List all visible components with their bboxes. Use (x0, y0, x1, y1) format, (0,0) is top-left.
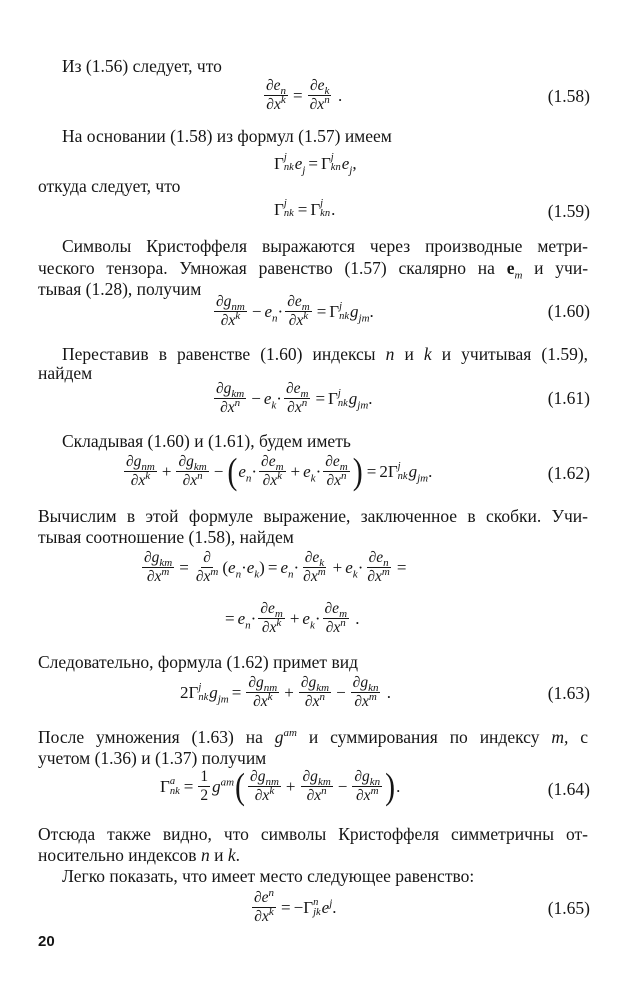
text-line: ческого тензора. Умножая равенство (1.57) скалярно на $e_m$ и учи- (38, 258, 589, 282)
paragraph-text: и (404, 344, 414, 364)
text-line (38, 748, 266, 768)
equation-number: (1.60) (547, 301, 590, 321)
paragraph-text: и суммирования по индексу (308, 727, 540, 747)
paragraph-text: Вычислим в этой формуле выражение, заключенное в скобки. Учи- (38, 506, 588, 526)
paragraph-text: После умножения (1.63) на (38, 727, 263, 747)
text-line: Переставив в равенстве (1.60) индексы n и k и учитывая (1.59), (62, 344, 589, 364)
text-line (38, 176, 180, 196)
equation-1-64: Γ a nk = $\frac{1}{2}$ $g^{am}$ ( $\frac{\partial g_{nm}}{\partial x^k}$ + $\frac{\partial g_{km}}{\partial x^n}$ − $\frac{\partial g_{kn}}{\partial x^m}$ ) . (160, 765, 401, 807)
paragraph-text: с (580, 727, 589, 747)
paragraph-text: носительно индексов (38, 845, 197, 865)
text-line: носительно индексов n и k. (38, 845, 240, 865)
equation-number: (1.59) (547, 201, 590, 221)
paragraph-text: Символы Кристоффеля выражаются через производные метри- (62, 236, 588, 256)
page-number: 20 (38, 933, 55, 950)
text-line (38, 652, 358, 672)
equation-1-62: $\frac{\partial g_{nm}}{\partial x^k}$ + $\frac{\partial g_{km}}{\partial x^n}$ − ( $e_n$ · $\frac{\partial e_m}{\partial x^k}$ + $e_k$ · $\frac{\partial e_m}{\partial x^n}$ ) = 2 Γ j nk $g_{jm}$ . (126, 450, 433, 492)
paragraph-text: тывая соотношение (1.58), найдем (38, 527, 294, 547)
paragraph-text: тывая (1.28), получим (38, 279, 202, 299)
equation-1-58: $\frac{\partial e_n}{\partial x^k}$ = $\frac{\partial e_k}{\partial x^n}$ . (266, 77, 343, 113)
text-line (38, 824, 588, 844)
equation-derivation-line-2: = $e_n$ · $\frac{\partial e_m}{\partial x^k}$ + $e_k$ · $\frac{\partial e_m}{\partial x^n}$ . (225, 600, 360, 636)
text-line (38, 279, 201, 299)
paragraph-text: откуда следует, что (38, 176, 181, 196)
text-line (62, 866, 474, 886)
equation-1-60: $\frac{\partial g_{nm}}{\partial x^k}$ − $e_n$ · $\frac{\partial e_m}{\partial x^k}$ = Γ j nk $g_{jm}$ . (216, 293, 374, 329)
paragraph-text: и (214, 845, 224, 865)
equation-1-61: $\frac{\partial g_{km}}{\partial x^n}$ − $e_k$ · $\frac{\partial e_m}{\partial x^n}$ = Γ j nk $g_{jm}$ . (216, 380, 373, 416)
equation-number: (1.62) (547, 463, 590, 483)
equation-1-59: Γ j nk = Γ j kn . (274, 198, 336, 219)
paragraph-text: Легко показать, что имеет место следующее равенство: (62, 866, 475, 886)
text-line (62, 56, 222, 76)
paragraph-text: ческого тензора. Умножая равенство (1.57) скалярно на (38, 258, 495, 278)
equation-1-65: $\frac{\partial e^n}{\partial x^k}$ = − Γ n jk $e^j$ . (254, 886, 337, 925)
equation-number: (1.63) (547, 683, 590, 703)
text-line (38, 527, 294, 547)
paragraph-text: Отсюда также видно, что символы Кристоффеля симметричны от- (38, 824, 588, 844)
equation-number: (1.65) (547, 898, 590, 918)
paragraph-text: и учи- (534, 258, 589, 278)
equation-number: (1.58) (547, 86, 590, 106)
text-line (38, 506, 588, 526)
paragraph-text: и учитывая (1.59), (441, 344, 589, 364)
paragraph-text: На основании (1.58) из формул (1.57) имеем (62, 126, 392, 146)
paragraph-text: Из (1.56) следует, что (62, 56, 222, 76)
paragraph-text: Следовательно, формула (1.62) примет вид (38, 652, 358, 672)
equation-1-63: 2 Γ j nk $g_{jm}$ = $\frac{\partial g_{nm}}{\partial x^k}$ + $\frac{\partial g_{km}}{\partial x^n}$ − $\frac{\partial g_{kn}}{\partial x^m}$ . (180, 674, 391, 710)
equation-derivation-line-1: $\frac{\partial g_{km}}{\partial x^m}$ = $\frac{\partial}{\partial x^m}$ $(e_n\cdot e_k)$ = $e_n$ · $\frac{\partial e_k}{\partial x^m}$ + $e_k$ · $\frac{\partial e_n}{\partial x^m}$ = (144, 549, 407, 585)
text-line: После умножения (1.63) на $g^{am}$ и суммирования по индексу m, с (38, 727, 589, 747)
text-line (38, 236, 588, 256)
paragraph-text: Складывая (1.60) и (1.61), будем иметь (62, 431, 351, 451)
paragraph-text: учетом (1.36) и (1.37) получим (38, 748, 267, 768)
paragraph-text: найдем (38, 363, 93, 383)
paragraph-text: Переставив в равенстве (1.60) индексы (62, 344, 376, 364)
equation-number: (1.64) (547, 779, 590, 799)
equation-unnumbered-1: Γ j nk $e_j$ = Γ j kn $e_j$ , (274, 152, 357, 176)
text-line (38, 363, 92, 383)
equation-number: (1.61) (547, 388, 590, 408)
text-line (62, 126, 392, 146)
text-line (62, 431, 351, 451)
